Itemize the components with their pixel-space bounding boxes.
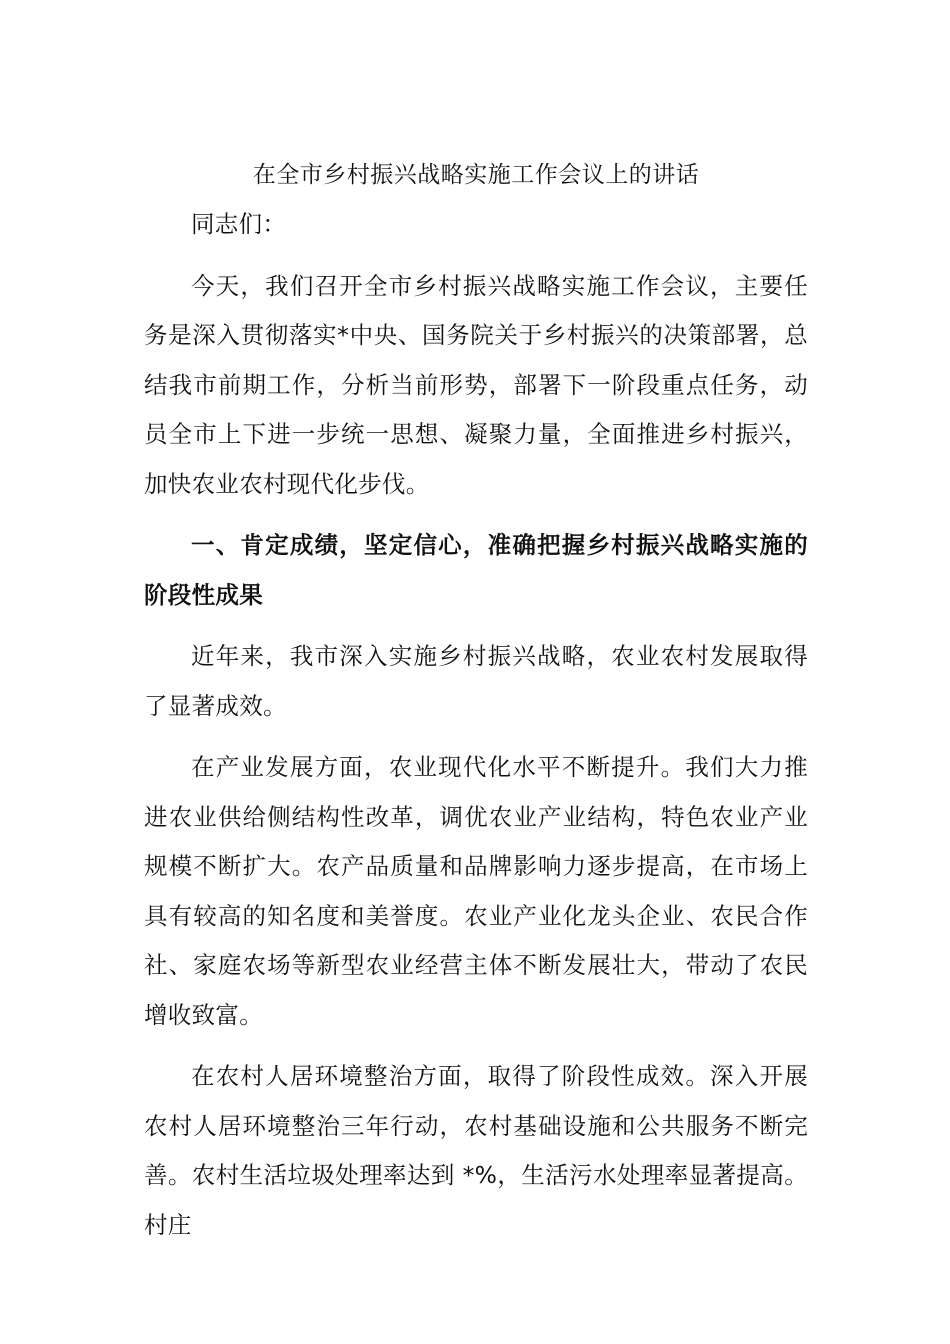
paragraph-environment: 在农村人居环境整治方面，取得了阶段性成效。深入开展农村人居环境整治三年行动，农村基础设施和公共服务不断完善。农村生活垃圾处理率达到 *%，生活污水处理率显著提高。村庄 (144, 1062, 808, 1239)
paragraph-achievements: 近年来，我市深入实施乡村振兴战略，农业农村发展取得了显著成效。 (144, 642, 808, 720)
document-title: 在全市乡村振兴战略实施工作会议上的讲话 (252, 162, 700, 188)
salutation: 同志们： (191, 210, 287, 238)
paragraph-intro: 今天，我们召开全市乡村振兴战略实施工作会议，主要任务是深入贯彻落实*中央、国务院关于乡村振兴的决策部署，总结我市前期工作，分析当前形势，部署下一阶段重点任务，动员全市上下进一步统一思想、凝聚力量，全面推进乡村振兴，加快农业农村现代化步伐。 (144, 271, 808, 498)
document-body (144, 150, 808, 1262)
section-heading-1: 一、肯定成绩，坚定信心，准确把握乡村振兴战略实施的阶段性成果 (144, 531, 808, 609)
paragraph-industry: 在产业发展方面，农业现代化水平不断提升。我们大力推进农业供给侧结构性改革，调优农业产业结构，特色农业产业规模不断扩大。农产品质量和品牌影响力逐步提高，在市场上具有较高的知名度和美誉度。农业产业化龙头企业、农民合作社、家庭农场等新型农业经营主体不断发展壮大，带动了农民增收致富。 (144, 753, 808, 1029)
